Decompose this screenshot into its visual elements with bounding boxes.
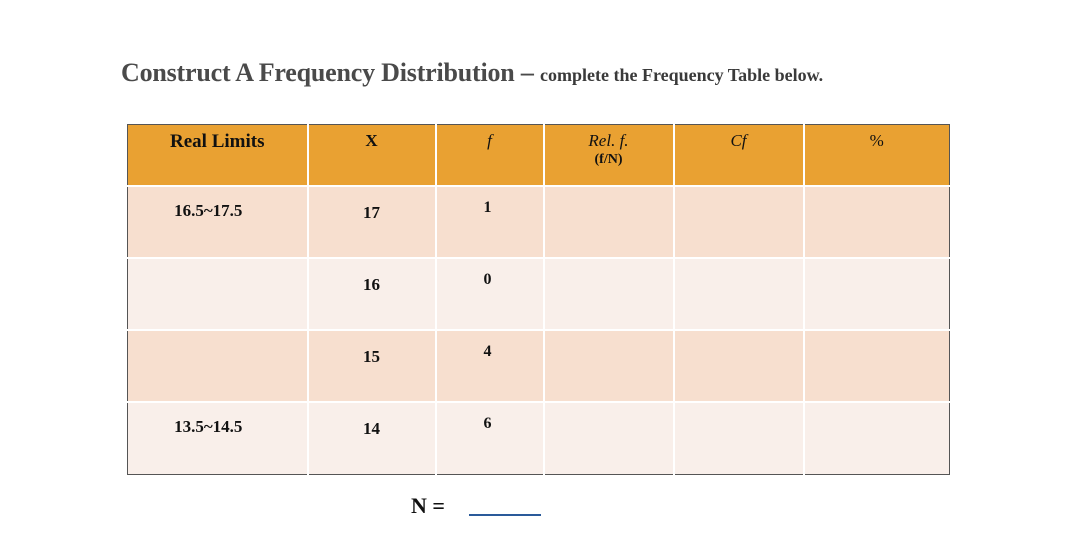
- cell-real-limits: 13.5~14.5: [128, 402, 308, 474]
- title-sub: complete the Frequency Table below.: [539, 65, 824, 85]
- cell-cf[interactable]: [674, 402, 804, 474]
- cell-f: 6: [436, 402, 544, 474]
- cell-x: 16: [308, 258, 436, 330]
- cell-percent[interactable]: [804, 330, 950, 402]
- frequency-table: [127, 124, 950, 475]
- header-rel-f-label: Rel. f.: [588, 131, 629, 150]
- cell-percent[interactable]: [804, 186, 950, 258]
- header-real-limits: Real Limits: [128, 125, 308, 187]
- cell-rel-f[interactable]: [544, 186, 674, 258]
- table-row: [128, 258, 950, 330]
- title-dash: –: [514, 58, 540, 87]
- page-title: [121, 58, 823, 88]
- cell-rel-f[interactable]: [544, 258, 674, 330]
- cell-f: 4: [436, 330, 544, 402]
- cell-cf[interactable]: [674, 258, 804, 330]
- header-row: [128, 125, 950, 187]
- header-rel-f-sub: (f/N): [594, 152, 623, 167]
- header-cf: Cf: [674, 125, 804, 187]
- n-total-label: N =: [411, 493, 445, 518]
- cell-f: 0: [436, 258, 544, 330]
- cell-rel-f[interactable]: [544, 402, 674, 474]
- cell-real-limits: 16.5~17.5: [128, 186, 308, 258]
- cell-x: 14: [308, 402, 436, 474]
- cell-x: 17: [308, 186, 436, 258]
- cell-rel-f[interactable]: [544, 330, 674, 402]
- title-main: Construct A Frequency Distribution: [121, 58, 515, 87]
- table-row: [128, 330, 950, 402]
- table-row: [128, 186, 950, 258]
- table-row: [128, 402, 950, 474]
- header-x: X: [308, 125, 436, 187]
- cell-percent[interactable]: [804, 258, 950, 330]
- cell-f: 1: [436, 186, 544, 258]
- cell-real-limits[interactable]: [128, 258, 308, 330]
- cell-cf[interactable]: [674, 186, 804, 258]
- header-f: f: [436, 125, 544, 187]
- n-total-blank[interactable]: [469, 514, 541, 516]
- cell-real-limits[interactable]: [128, 330, 308, 402]
- header-percent: %: [804, 125, 950, 187]
- cell-cf[interactable]: [674, 330, 804, 402]
- cell-percent[interactable]: [804, 402, 950, 474]
- cell-x: 15: [308, 330, 436, 402]
- header-rel-f: [544, 125, 674, 187]
